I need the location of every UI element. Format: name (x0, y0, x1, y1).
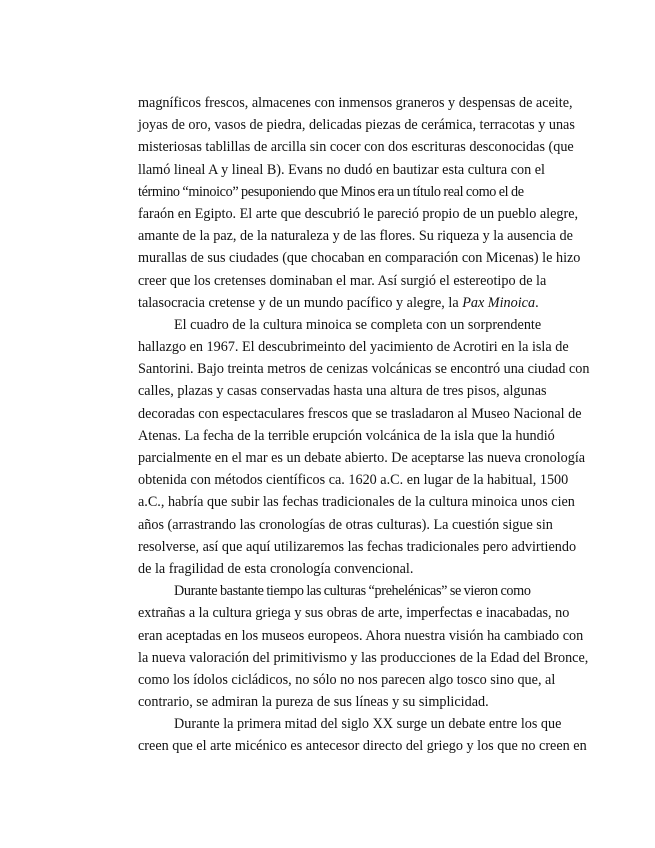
text-line: amante de la paz, de la naturaleza y de las flores. Su riqueza y la ausencia de (138, 228, 573, 245)
text-line: hallazgo en 1967. El descubrimeinto del yacimiento de Acrotiri en la isla de (138, 339, 569, 356)
text-line: como los ídolos cicládicos, no sólo no nos parecen algo tosco sino que, al (138, 671, 556, 688)
paragraph-first-line: El cuadro de la cultura minoica se completa con un sorprendente (174, 316, 542, 333)
text-line: llamó lineal A y lineal B). Evans no dudó en bautizar esta cultura con el (138, 161, 545, 178)
text-line: misteriosas tablillas de arcilla sin cocer con dos escrituras desconocidas (que (138, 139, 574, 156)
text-line: creer que los cretenses dominaban el mar. Así surgió el estereotipo de la (138, 272, 547, 289)
text-line: a.C., habría que subir las fechas tradicionales de la cultura minoica unos cien (138, 494, 575, 511)
text-line: de la fragilidad de esta cronología convencional. (138, 560, 414, 577)
text-line: la nueva valoración del primitivismo y las producciones de la Edad del Bronce, (138, 649, 589, 666)
text-line: murallas de sus ciudades (que chocaban en comparación con Micenas) le hizo (138, 250, 581, 267)
text-run: talasocracia cretense y de un mundo pacífico y alegre, la (138, 294, 459, 311)
text-line: Atenas. La fecha de la terrible erupción volcánica de la isla que la hundió (138, 427, 555, 444)
text-line: joyas de oro, vasos de piedra, delicadas piezas de cerámica, terracotas y unas (138, 117, 575, 134)
body-text (138, 92, 590, 758)
text-line: obtenida con métodos científicos ca. 1620 a.C. en lugar de la habitual, 1500 (138, 472, 569, 489)
text-line: magníficos frescos, almacenes con inmensos graneros y despensas de aceite, (138, 95, 573, 111)
text-line: creen que el arte micénico es antecesor directo del griego y los que no creen en (138, 738, 587, 755)
punctuation: . (535, 294, 539, 311)
text-line: años (arrastrando las cronologías de otras culturas). La cuestión sigue sin (138, 516, 553, 533)
text-line: eran aceptadas en los museos europeos. Ahora nuestra visión ha cambiado con (138, 627, 584, 644)
text-line: extrañas a la cultura griega y sus obras de arte, imperfectas e inacabadas, no (138, 605, 570, 622)
paragraph-first-line: Durante bastante tiempo las culturas “prehelénicas” se vieron como (174, 583, 531, 600)
text-line: calles, plazas y casas conservadas hasta una altura de tres pisos, algunas (138, 383, 547, 400)
text-line: decoradas con espectaculares frescos que se trasladaron al Museo Nacional de (138, 405, 582, 422)
text-line (138, 292, 548, 314)
text-line: faraón en Egipto. El arte que descubrió le pareció propio de un pueblo alegre, (138, 205, 579, 222)
text-line: resolverse, así que aquí utilizaremos las fechas tradicionales pero advirtiendo (138, 538, 577, 555)
text-line: contrario, se admiran la pureza de sus líneas y su simplicidad. (138, 694, 489, 711)
text-line: término “minoico” pesuponiendo que Minos era un título real como el de (138, 183, 524, 200)
italic-term: Pax Minoica (462, 294, 536, 311)
text-line: parcialmente en el mar es un debate abierto. De aceptarse las nueva cronología (138, 450, 586, 466)
text-line: Santorini. Bajo treinta metros de cenizas volcánicas se encontró una ciudad con (138, 361, 590, 378)
paragraph-first-line: Durante la primera mitad del siglo XX surge un debate entre los que (174, 716, 562, 733)
